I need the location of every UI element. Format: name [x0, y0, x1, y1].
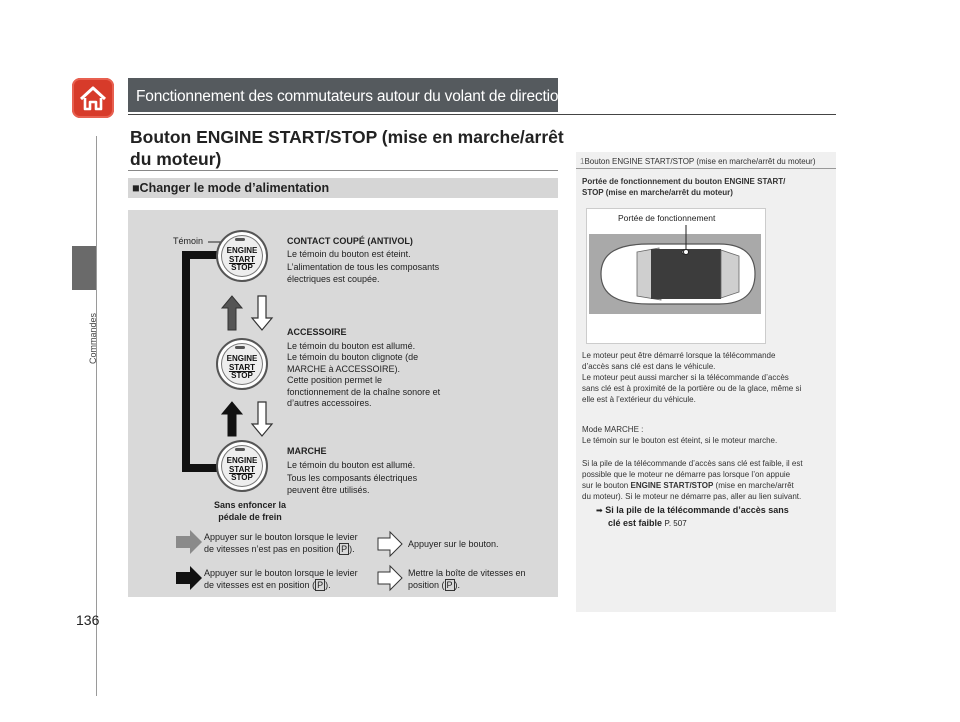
chapter-label: Commandes [88, 312, 98, 364]
legend-arrow-gray [176, 530, 202, 554]
temoin-label: Témoin [173, 236, 204, 246]
link-arrow-icon: ➡ [596, 506, 603, 515]
legend-white-text-2: Mettre la boîte de vitesses en position ( P ). [408, 568, 526, 590]
home-button[interactable] [72, 78, 114, 118]
figure-leader-line [680, 222, 692, 256]
header-rule [128, 114, 836, 115]
down-arrow-1 [252, 296, 272, 330]
page-number: 136 [76, 612, 100, 628]
note-subtitle: Portée de fonctionnement du bouton ENGINE START/ STOP (mise en marche/arrêt du moteur) [582, 177, 786, 197]
note-paragraph-2: Mode MARCHE : Le témoin sur le bouton est éteint, si le moteur marche. [582, 425, 778, 445]
button-indicator-accessory [235, 346, 245, 349]
note-paragraph-1: Le moteur peut être démarré lorsque la télécommande d’accès sans clé est dans le véhicule. Le moteur peut aussi marcher si la télécommande d’accès sans clé est à proximité de la portière ou de la glace, même si elle est à l’extérieur du véhicule. [582, 351, 802, 404]
no-brake-label: Sans enfoncer la pédale de frein [213, 500, 287, 522]
page-title: Bouton ENGINE START/STOP (mise en marche/arrêt du moteur) [130, 127, 564, 169]
note-header-rule [576, 168, 836, 169]
battery-weak-link[interactable]: ➡ Si la pile de la télécommande d’accès sans clé est faible P. 507 [596, 505, 789, 528]
chapter-title: Fonctionnement des commutateurs autour du volant de direction [136, 88, 567, 105]
legend-white-text: Appuyer sur le bouton. [408, 539, 499, 549]
chapter-tab-marker [72, 246, 96, 290]
home-icon [72, 78, 114, 118]
button-text-accessory: ENGINE START STOP [226, 354, 258, 380]
note-paragraph-3: Si la pile de la télécommande d’accès sans clé est faible, il est possible que le moteur ne démarre pas lorsque l’on appuie sur le bouton ENGINE START/STOP (mise en marche/arrêt du moteur). Si le moteur ne démarre pas, aller au lien suivant. [582, 459, 803, 501]
note-header: 1Bouton ENGINE START/STOP (mise en marche/arrêt du moteur) [580, 157, 816, 166]
legend-black-text: Appuyer sur le bouton lorsque le levier de vitesses est en position ( P ). [204, 568, 358, 590]
accessory-mode-description: ACCESSOIRE Le témoin du bouton est allumé. Le témoin du bouton clignote (de MARCHE à ACCESSOIRE). Cette position permet le fonctionnement de la chaîne sonore et d’autres accessoires. [287, 327, 441, 408]
legend-gray-text: Appuyer sur le bouton lorsque le levier de vitesses n’est pas en position ( P ). [204, 532, 358, 554]
button-indicator-off [235, 238, 245, 241]
section-title: ■Changer le mode d’alimentation [132, 181, 330, 195]
up-arrow-2 [222, 402, 242, 436]
up-arrow-1 [222, 296, 242, 330]
button-text-off: ENGINE START STOP [226, 246, 258, 272]
button-indicator-on [235, 448, 245, 451]
button-text-on: ENGINE START STOP [226, 456, 258, 482]
off-mode-description: CONTACT COUPÉ (ANTIVOL) Le témoin du bouton est éteint. L’alimentation de tous les composants électriques est coupée. [287, 236, 440, 284]
legend-arrow-black [176, 566, 202, 590]
on-mode-description: MARCHE Le témoin du bouton est allumé. Tous les composants électriques peuvent être utilisés. [287, 446, 418, 495]
car-top-view-icon [589, 234, 761, 314]
title-rule [128, 170, 558, 171]
down-arrow-2 [252, 402, 272, 436]
figure-label: Portée de fonctionnement [618, 213, 716, 223]
